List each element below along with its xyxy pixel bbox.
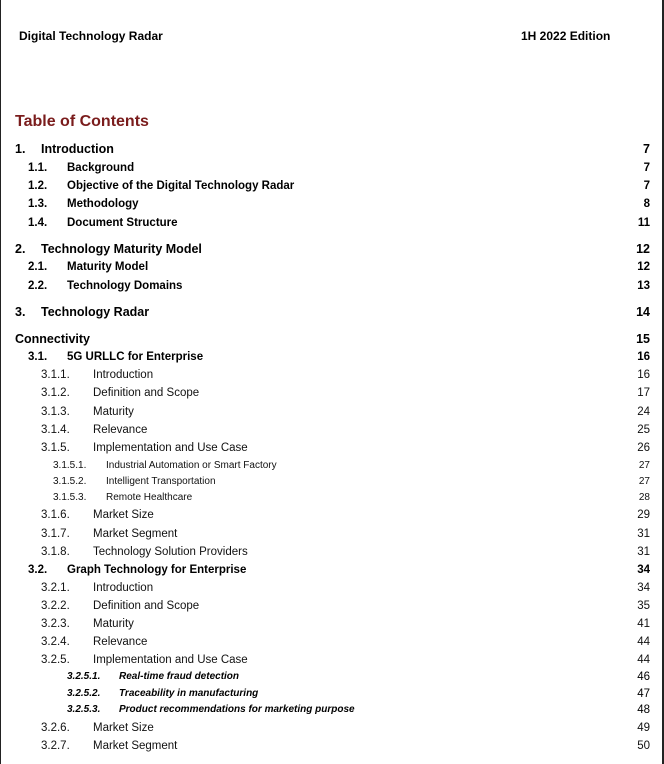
toc-entry-label: Technology Solution Providers: [93, 546, 248, 558]
toc-entry-page: 26: [637, 442, 650, 454]
toc-entry-number: 3.1.8.: [41, 546, 70, 558]
toc-entry-page: 24: [637, 406, 650, 418]
toc-entry[interactable]: [1, 671, 664, 689]
toc-entry[interactable]: [1, 636, 664, 654]
toc-entry-page: 25: [637, 424, 650, 436]
toc-entry-page: 13: [637, 280, 650, 292]
toc-entry-label: Product recommendations for marketing purpose: [119, 704, 355, 715]
toc-entry[interactable]: [1, 369, 664, 387]
toc-entry-number: 3.1.4.: [41, 424, 70, 436]
toc-entry-label: Intelligent Transportation: [106, 476, 216, 487]
toc-entry-page: 28: [638, 492, 650, 503]
toc-entry-label: Background: [67, 162, 135, 174]
toc-entry-page: 46: [637, 671, 650, 683]
toc-entry[interactable]: [1, 600, 664, 618]
toc-entry-label: Definition and Scope: [93, 387, 200, 399]
toc-entry[interactable]: [1, 546, 664, 564]
toc-entry-number: 3.: [15, 305, 26, 319]
toc-entry[interactable]: [1, 406, 664, 424]
toc-entry-page: 44: [637, 636, 650, 648]
toc-entry-page: 49: [637, 722, 650, 734]
toc-entry[interactable]: [1, 387, 664, 405]
toc-entry-label: Implementation and Use Case: [93, 442, 248, 454]
toc-entry-page: 7: [643, 162, 650, 174]
toc-entry-number: 1.3.: [28, 198, 48, 210]
toc-entry-number: 3.1.2.: [41, 387, 70, 399]
toc-entry[interactable]: [1, 740, 664, 758]
toc-entry[interactable]: [1, 261, 664, 279]
toc-entry-number: 3.1.5.: [41, 442, 70, 454]
toc-entry-label: Remote Healthcare: [106, 492, 193, 503]
toc-entry-number: 3.2.2.: [41, 600, 70, 612]
header-title: Digital Technology Radar: [19, 29, 163, 43]
toc-entry-label: Technology Maturity Model: [41, 242, 202, 256]
toc-entry-page: 29: [637, 509, 650, 521]
toc-entry-number: 3.2.4.: [41, 636, 70, 648]
toc-entry-page: 11: [637, 217, 650, 229]
toc-entry-number: 1.4.: [28, 217, 48, 229]
toc-entry-number: 3.2.5.2.: [67, 688, 101, 699]
toc-entry-page: 8: [643, 198, 650, 210]
toc-entry-label: Connectivity: [15, 332, 91, 346]
toc-entry-number: 3.1.6.: [41, 509, 70, 521]
toc-entry[interactable]: [1, 722, 664, 740]
toc-title: Table of Contents: [15, 113, 149, 130]
toc-entry[interactable]: [1, 305, 664, 323]
toc-entry-page: 7: [643, 180, 650, 192]
toc-entry-number: 3.2.3.: [41, 618, 70, 630]
toc-entry-label: Introduction: [93, 582, 154, 594]
toc-entry-label: Market Segment: [93, 740, 178, 752]
toc-entry-page: 15: [636, 332, 650, 346]
toc-entry[interactable]: [1, 509, 664, 527]
toc-entry-label: Definition and Scope: [93, 600, 200, 612]
toc-entry-page: 12: [636, 242, 650, 256]
toc-entry-label: Objective of the Digital Technology Radar: [67, 180, 295, 192]
toc-entry-number: 1.: [15, 142, 26, 156]
toc-entry[interactable]: [1, 280, 664, 298]
toc-entry[interactable]: [1, 351, 664, 369]
toc-entry-number: 3.1.5.1.: [53, 460, 87, 471]
toc-entry-number: 2.1.: [28, 261, 48, 273]
toc-entry-label: Real-time fraud detection: [119, 671, 240, 682]
toc-entry-page: 44: [637, 654, 650, 666]
toc-entry-page: 16: [637, 351, 650, 363]
toc-entry[interactable]: [1, 332, 664, 350]
toc-entry-page: 34: [637, 564, 650, 576]
toc-entry-label: Document Structure: [67, 217, 178, 229]
toc-entry-number: 3.1.5.3.: [53, 492, 87, 503]
toc-entry[interactable]: [1, 180, 664, 198]
toc-entry-label: Market Segment: [93, 528, 178, 540]
toc-entry-label: Relevance: [93, 636, 148, 648]
toc-entry[interactable]: [1, 492, 664, 510]
toc-entry-number: 2.2.: [28, 280, 48, 292]
toc-entry[interactable]: [1, 217, 664, 235]
toc-entry-page: 27: [638, 460, 650, 471]
toc-entry-label: Maturity: [93, 406, 134, 418]
toc-entry-page: 7: [643, 142, 650, 156]
toc-entry-label: 5G URLLC for Enterprise: [67, 351, 204, 363]
table-of-contents: [1, 0, 664, 764]
toc-entry-number: 1.1.: [28, 162, 48, 174]
toc-entry-number: 3.2.5.: [41, 654, 70, 666]
toc-entry[interactable]: [1, 142, 664, 160]
toc-entry[interactable]: [1, 582, 664, 600]
toc-entry-number: 3.2.5.1.: [67, 671, 101, 682]
toc-entry-label: Technology Radar: [41, 305, 150, 319]
toc-entry-page: 35: [637, 600, 650, 612]
toc-entry-number: 3.2.1.: [41, 582, 70, 594]
toc-entry-number: 3.1.: [28, 351, 48, 363]
toc-entry[interactable]: [1, 618, 664, 636]
toc-entry[interactable]: [1, 442, 664, 460]
toc-entry-label: Market Size: [93, 722, 154, 734]
toc-entry[interactable]: [1, 162, 664, 180]
toc-entry-label: Relevance: [93, 424, 148, 436]
toc-entry[interactable]: [1, 654, 664, 672]
toc-entry-label: Maturity: [93, 618, 134, 630]
toc-entry-page: 48: [637, 704, 650, 716]
toc-entry-page: 47: [637, 688, 650, 700]
toc-entry-label: Traceability in manufacturing: [119, 688, 259, 699]
toc-entry-number: 3.1.5.2.: [53, 476, 87, 487]
toc-entry-page: 16: [637, 369, 650, 381]
toc-entry-label: Industrial Automation or Smart Factory: [106, 460, 277, 471]
header-edition: 1H 2022 Edition: [521, 29, 611, 43]
toc-entry-page: 12: [637, 261, 650, 273]
toc-entry-page: 41: [637, 618, 650, 630]
toc-entry-page: 14: [636, 305, 650, 319]
toc-entry-page: 17: [637, 387, 650, 399]
toc-entry-page: 34: [637, 582, 650, 594]
toc-entry-page: 31: [637, 546, 650, 558]
toc-entry-number: 3.2.: [28, 564, 48, 576]
toc-entry-number: 3.2.7.: [41, 740, 70, 752]
toc-entry-label: Implementation and Use Case: [93, 654, 248, 666]
toc-entry[interactable]: [1, 528, 664, 546]
toc-entry-number: 3.1.3.: [41, 406, 70, 418]
toc-entry-number: 3.1.1.: [41, 369, 70, 381]
toc-entry[interactable]: [1, 424, 664, 442]
toc-entry-number: 3.2.5.3.: [67, 704, 101, 715]
toc-entry[interactable]: [1, 704, 664, 722]
toc-entry-number: 3.1.7.: [41, 528, 70, 540]
toc-entry[interactable]: [1, 242, 664, 260]
toc-entry-number: 3.2.6.: [41, 722, 70, 734]
toc-entry-label: Technology Domains: [67, 280, 183, 292]
toc-entry-label: Methodology: [67, 198, 139, 210]
toc-entry-label: Introduction: [41, 142, 114, 156]
toc-entry-label: Market Size: [93, 509, 154, 521]
toc-entry-number: 2.: [15, 242, 26, 256]
toc-entry-label: Graph Technology for Enterprise: [67, 564, 247, 576]
toc-entry-label: Maturity Model: [67, 261, 149, 273]
toc-entry-page: 50: [637, 740, 650, 752]
toc-entry-page: 27: [638, 476, 650, 487]
toc-entry[interactable]: [1, 564, 664, 582]
toc-entry-label: Introduction: [93, 369, 154, 381]
toc-entry[interactable]: [1, 198, 664, 216]
toc-entry-number: 1.2.: [28, 180, 48, 192]
toc-entry-page: 31: [637, 528, 650, 540]
